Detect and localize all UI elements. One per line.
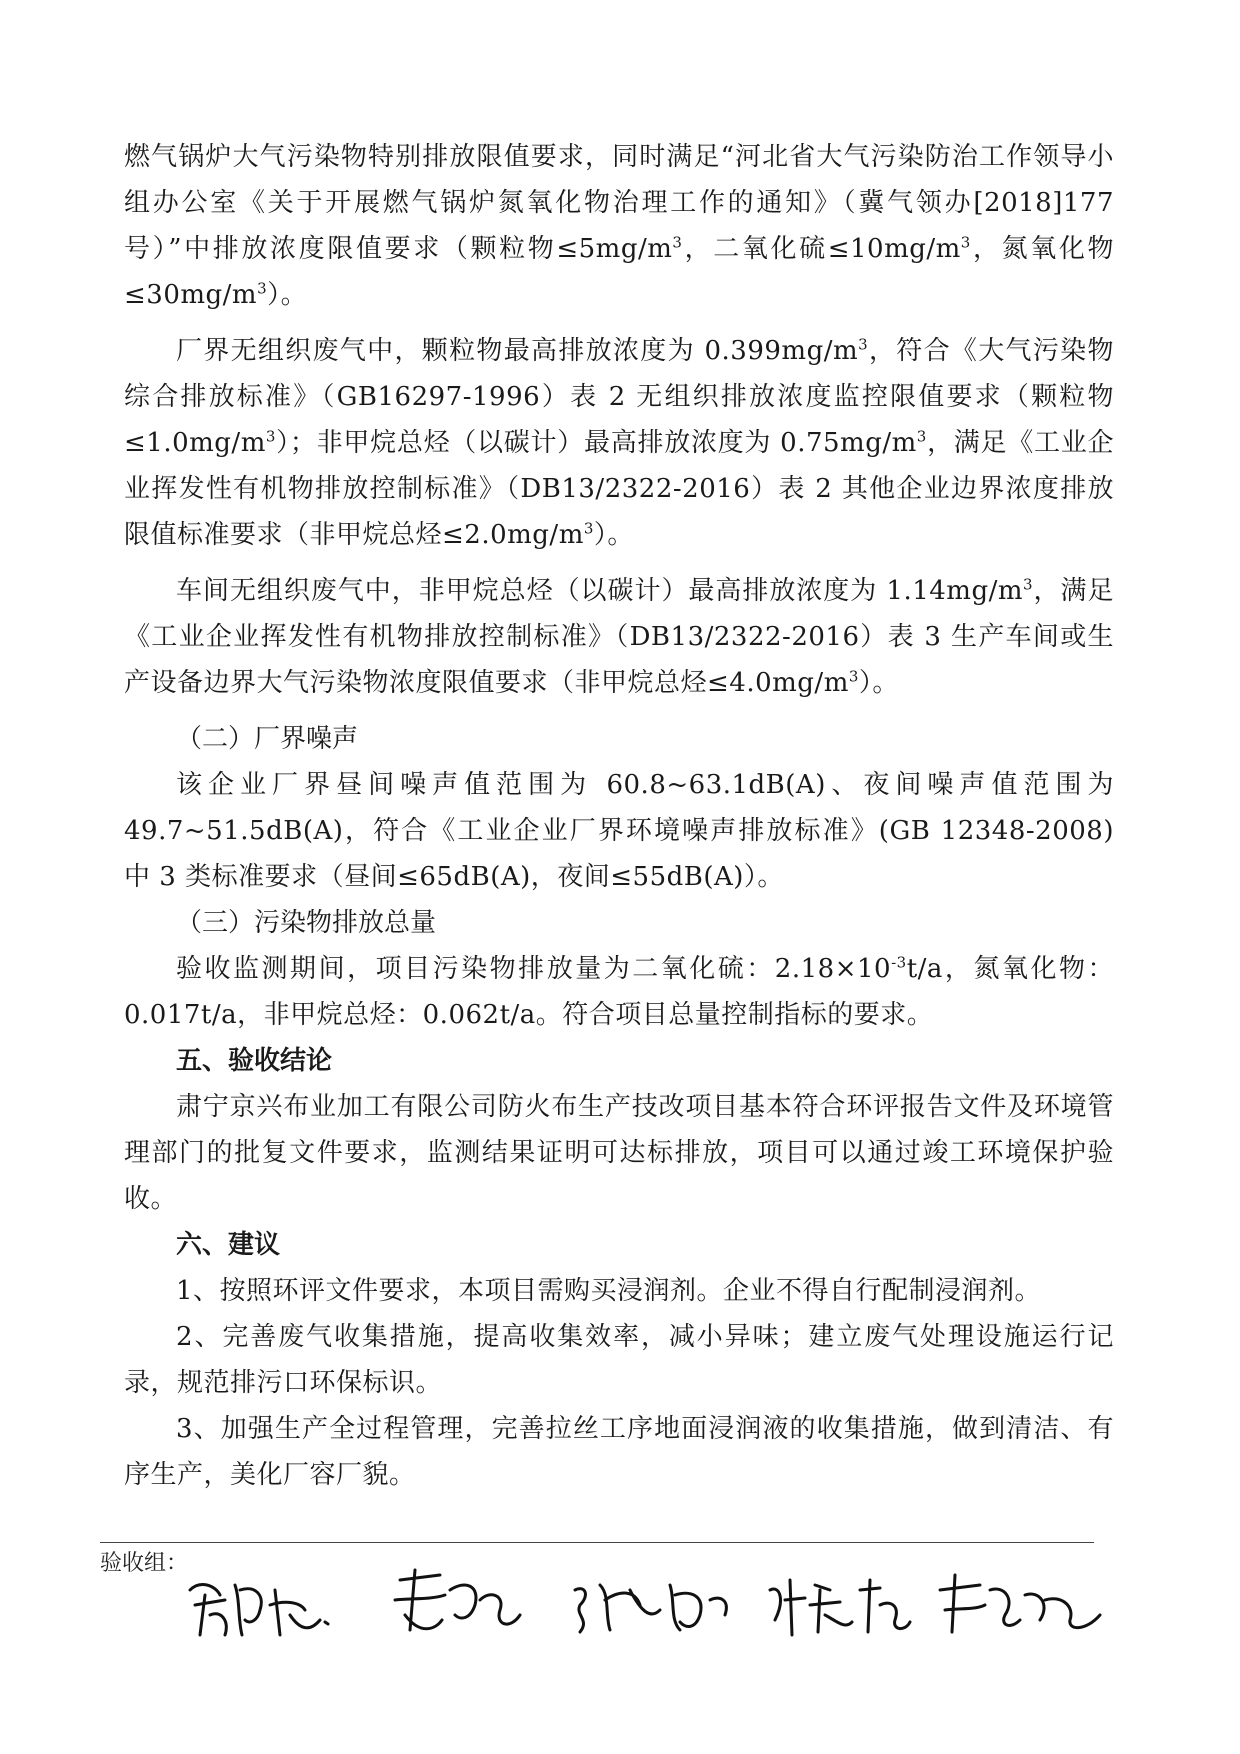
footer-divider bbox=[100, 1542, 1094, 1543]
suggestion-3: 3、加强生产全过程管理，完善拉丝工序地面浸润液的收集措施，做到清洁、有序生产，美化厂容厂貌。 bbox=[124, 1414, 1114, 1490]
suggestion-1: 1、按照环评文件要求，本项目需购买浸润剂。企业不得自行配制浸润剂。 bbox=[176, 1276, 1042, 1306]
heading-total-emission: （三）污染物排放总量 bbox=[176, 908, 437, 938]
suggestion-2: 2、完善废气收集措施，提高收集效率，减小异味；建立废气处理设施运行记录，规范排污口环保标识。 bbox=[124, 1322, 1114, 1398]
paragraph-gas-boiler: 燃气锅炉大气污染物特别排放限值要求，同时满足“河北省大气污染防治工作领导小组办公室《关于开展燃气锅炉氮氧化物治理工作的通知》（冀气领办[2018]177 号）”中排放浓度限值要求（颗粒物$\le 5mg/m^3$，二氧化硫$\le 10mg/m^3$，氮氧化物$\le 30mg/m^3$）。 bbox=[124, 142, 1114, 310]
signature-1 bbox=[190, 1585, 328, 1635]
paragraph-boundary-emission: 厂界无组织废气中，颗粒物最高排放浓度为 $0.399mg/m^3$，符合《大气污染物综合排放标准》（GB16297-1996）表 2 无组织排放浓度监控限值要求（颗粒物$\le 1.0mg/m^3$）；非甲烷总烃（以碳计）最高排放浓度为 $0.75mg/m^3$，满足《工业企业挥发性有机物排放控制标准》（DB13/2322-2016）表 2 其他企业边界浓度排放限值标准要求（非甲烷总烃$\le 2.0mg/m^3$）。 bbox=[124, 335, 1114, 550]
paragraph-workshop-emission: 车间无组织废气中，非甲烷总烃（以碳计）最高排放浓度为 $1.14mg/m^3$，满足《工业企业挥发性有机物排放控制标准》（DB13/2322-2016）表 3 生产车间或生产设备边界大气污染物浓度限值要求（非甲烷总烃$\le 4.0mg/m^3$）。 bbox=[124, 575, 1114, 698]
paragraph-total-emission: 验收监测期间，项目污染物排放量为二氧化硫：$2.18\times 10^{-3}t/a$，氮氧化物：0.017t/a，非甲烷总烃：0.062t/a。符合项目总量控制指标的要求。 bbox=[124, 953, 1114, 1030]
paragraph-conclusion: 肃宁京兴布业加工有限公司防火布生产技改项目基本符合环评报告文件及环境管理部门的批复文件要求，监测结果证明可达标排放，项目可以通过竣工环境保护验收。 bbox=[124, 1092, 1114, 1214]
heading-boundary-noise: （二）厂界噪声 bbox=[176, 724, 359, 754]
signature-3 bbox=[575, 1585, 726, 1632]
inspection-group-label: 验收组： bbox=[100, 1551, 189, 1576]
heading-suggestions: 六、建议 bbox=[176, 1230, 281, 1260]
body-text bbox=[124, 134, 1114, 1498]
handwritten-signatures bbox=[180, 1560, 1160, 1650]
signature-5 bbox=[940, 1575, 1100, 1632]
signature-2 bbox=[395, 1570, 520, 1630]
paragraph-noise: 该企业厂界昼间噪声值范围为 60.8~63.1dB(A)、夜间噪声值范围为 49.7~51.5dB(A)，符合《工业企业厂界环境噪声排放标准》(GB 12348-2008) 中 3 类标准要求（昼间≤65dB(A)，夜间≤55dB(A)）。 bbox=[124, 770, 1114, 892]
heading-conclusion: 五、验收结论 bbox=[176, 1046, 333, 1076]
signature-4 bbox=[770, 1580, 910, 1635]
